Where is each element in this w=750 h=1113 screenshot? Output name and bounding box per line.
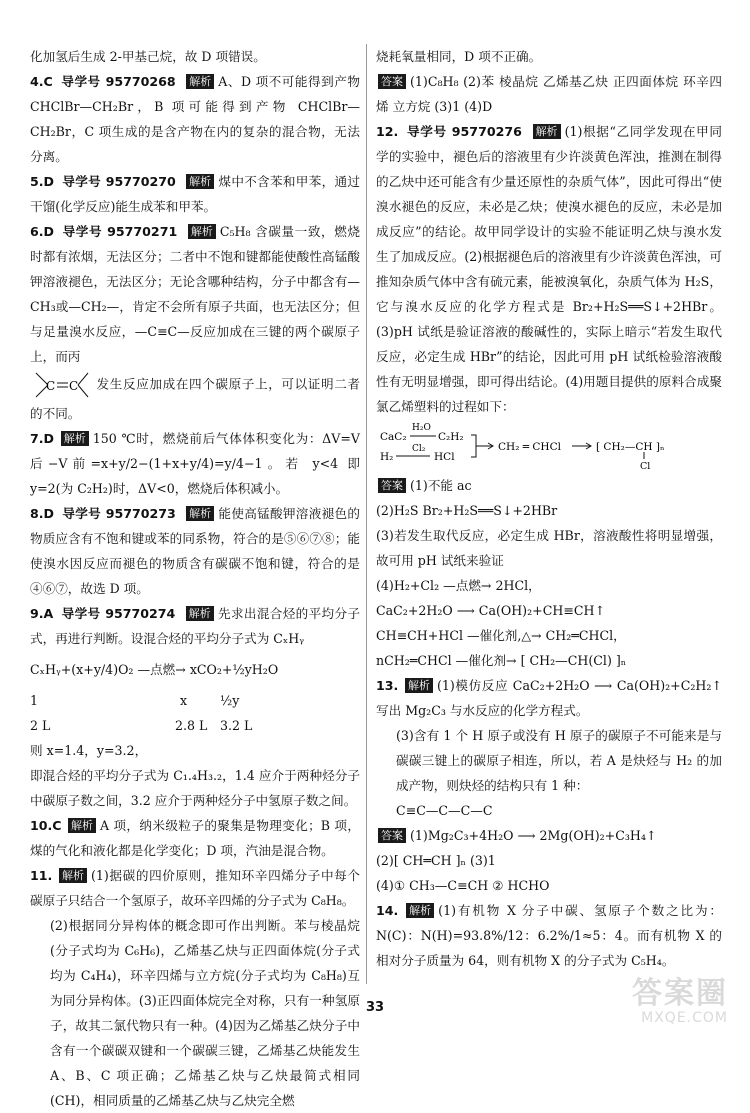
analysis-text: 先求出混合烃的平均分子式，再进行判断。设混合烃的平均分子式为 CₓHᵧ (30, 606, 360, 646)
guide-number: 导学号 95770274 (61, 606, 176, 621)
text-line: (3)含有 1 个 H 原子或没有 H 原子的碳原子不可能来是与碳碳三键上的碳原子相连，所以，若 A 是炔烃与 H₂ 的加成产物，则炔烃的结构只有 1 种： (396, 728, 722, 793)
analysis-text: 能使高锰酸钾溶液褪色的物质应含有不饱和键或苯的同系物，符合的是⑤⑥⑦⑧；能使溴水因反应而褪色的物质含有碳碳不饱和键，符合的是④⑥⑦，故选 D 项。 (30, 506, 360, 596)
text-line: (4)H₂+Cl₂ —点燃→ 2HCl， (376, 578, 541, 593)
scheme-label: CaC₂ (380, 431, 407, 443)
question-number: 5.D (30, 174, 55, 189)
watermark-logo (632, 978, 728, 1026)
question-11 (30, 863, 360, 913)
text-line: 烧耗氧量相同，D 项不正确。 (376, 49, 542, 64)
right-column (376, 44, 722, 973)
question-number: 11. (30, 868, 53, 883)
text-line: 化加氢后生成 2-甲基己烷，故 D 项错误。 (30, 49, 266, 64)
scheme-label: Cl₂ (412, 444, 426, 454)
question-5 (30, 169, 360, 219)
question-number: 10.C (30, 818, 62, 833)
question-number: 4.C (30, 74, 53, 89)
synthesis-scheme (376, 421, 716, 471)
answer-tag: 答案 (378, 74, 406, 89)
question-9 (30, 601, 360, 651)
question-6 (30, 219, 360, 369)
question-number: 7.D (30, 431, 55, 446)
ratio-value: x (180, 693, 188, 708)
text-line: (2)根据同分异构体的概念即可作出判断。苯与棱晶烷(分子式均为 C₆H₆)，乙烯基乙炔与正四面体烷(分子式均为 C₄H₄)，环辛四烯与立方烷(分子式均为 C₈H₈)互为同分异构体。(3)正四面体烷完全对称，只有一种氢原子，故其二氯代物只有一种。(4)因为乙烯基乙炔分子中含有一个碳碳双键和一个碳碳三键，乙烯基乙炔能发生 A、B、C 项正确；乙烯基乙炔与乙炔最简式相同(CH)，相同质量的乙烯基乙炔与乙炔完全燃 (50, 918, 360, 1108)
column-divider (366, 44, 367, 984)
analysis-text: A、D 项不可能得到产物 CHClBr—CH₂Br，B 项可能得到产物 CHClBr—CH₂Br，C 项生成的是含产物在内的复杂的混合物，无法分离。 (30, 74, 360, 164)
svg-text:C: C (46, 379, 56, 393)
scheme-label: C₂H₂ (438, 431, 464, 443)
analysis-tag: 解析 (406, 903, 434, 918)
analysis-text: (1)有机物 X 分子中碳、氢原子个数之比为：N(C)：N(H)=93.8%/12：6.2%/1≈5：4。而有机物 X 的相对分子质量为 64，则有机物 X 的分子式为 C₅H₄。 (376, 903, 722, 968)
text-line: nCH₂═CHCl —催化剂→ [ CH₂—CH(Cl) ]ₙ (376, 653, 627, 668)
analysis-text: C₅H₈ 含碳量一致，燃烧时都有浓烟，无法区分；二者中不饱和键都能使酸性高锰酸钾溶液褪色，无法区分；无论含哪种结构，分子中都含有—CH₃或—CH₂—，肯定不会所有原子共面，也无法区分；但与足量溴水反应，—C≡C—反应加成在三键的两个碳原子上，而丙 (30, 224, 360, 364)
guide-number: 导学号 95770268 (61, 74, 176, 89)
analysis-text: (1)模仿反应 CaC₂+2H₂O ⟶ Ca(OH)₂+C₂H₂↑ 写出 Mg₂C₃ 与水反应的化学方程式。 (376, 678, 722, 718)
analysis-tag: 解析 (188, 224, 216, 239)
question-10 (30, 813, 360, 863)
analysis-text: 150 ℃时，燃烧前后气体体积变化为：ΔV=V后−V前=x+y/2−(1+x+y/4)=y/4−1。若 y<4 即 y=2(为 C₂H₂)时，ΔV<0，燃烧后体积减小。 (30, 431, 360, 496)
question-number: 13. (376, 678, 399, 693)
analysis-text: 煤中不含苯和甲苯，通过干馏(化学反应)能生成苯和甲苯。 (30, 174, 360, 214)
question-14 (376, 898, 722, 973)
question-number: 8.D (30, 506, 55, 521)
analysis-tag: 解析 (186, 506, 214, 521)
analysis-tag: 解析 (68, 818, 96, 833)
scheme-label: HCl (434, 451, 455, 463)
text-line: (2)[ CH═CH ]ₙ (3)1 (376, 853, 496, 868)
text-line: 即混合烃的平均分子式为 C₁.₄H₃.₂，1.4 应介于两种烃分子中碳原子数之间，3.2 应介于两种烃分子中氢原子数之间。 (30, 768, 360, 808)
ratio-value: 1 (30, 693, 39, 708)
text-line: CaC₂+2H₂O ⟶ Ca(OH)₂+CH≡CH↑ (376, 603, 606, 618)
analysis-text: A 项，纳米级粒子的聚集是物理变化；B 项，煤的气化和液化都是化学变化；D 项，汽油是混合物。 (30, 818, 360, 858)
question-7 (30, 426, 360, 501)
ratio-value: ½y (220, 693, 240, 708)
question-13 (376, 673, 722, 723)
allene-structure-icon (30, 369, 90, 401)
ratio-row-1 (30, 688, 360, 713)
watermark-url: MXQE.COM (641, 1010, 728, 1026)
analysis-tag: 解析 (533, 124, 561, 139)
question-number: 12. (376, 124, 399, 139)
guide-number: 导学号 95770271 (62, 224, 178, 239)
analysis-text: 发生反应加成在四个碳原子上，可以证明二者的不同。 (30, 376, 360, 421)
scheme-label: [ CH₂—CH ]ₙ (596, 441, 665, 453)
guide-number: 导学号 95770276 (406, 124, 522, 139)
ratio-value: 3.2 L (220, 718, 253, 733)
analysis-tag: 解析 (186, 606, 214, 621)
analysis-tag: 解析 (405, 678, 433, 693)
ratio-value: 2 L (30, 718, 51, 733)
question-number: 9.A (30, 606, 54, 621)
text-line: 则 x=1.4，y=3.2， (30, 743, 148, 758)
analysis-tag: 解析 (59, 868, 87, 883)
answer-12 (376, 473, 722, 498)
analysis-tag: 解析 (61, 431, 89, 446)
analysis-tag: 解析 (186, 74, 214, 89)
svg-text:C: C (69, 379, 79, 393)
question-6-cont (30, 369, 360, 426)
question-4 (30, 69, 360, 169)
question-number: 14. (376, 903, 399, 918)
guide-number: 导学号 95770270 (62, 174, 176, 189)
guide-number: 导学号 95770273 (62, 506, 176, 521)
answer-tag: 答案 (378, 828, 406, 843)
analysis-text: (1)根据“乙同学发现在甲同学的实验中，褪色后的溶液里有少许淡黄色浑浊，推测在制得的乙炔中还可能含有少量还原性的杂质气体”，因此可得出“使溴水褪色的反应，未必是乙炔；使溴水褪色的反应，未必是加成反应”的结论。故甲同学设计的实验不能证明乙炔与溴水发生了加成反应。(2)根据褪色后的溶液里有少许淡黄色浑浊，可推知杂质气体中含有硫元素，能被溴氧化，杂质气体为 H₂S，它与溴水反应的化学方程式是 Br₂+H₂S══S↓+2HBr。(3)pH 试纸是验证溶液的酸碱性的，实际上暗示“若发生取代反应，必定生成 HBr”的结论，因此可用 pH 试纸检验溶液酸性有无明显增强，即可得出结论。(4)用题目提供的原料合成聚氯乙烯塑料的过程如下： (376, 124, 722, 414)
analysis-tag: 解析 (186, 174, 214, 189)
text-line: (2)H₂S Br₂+H₂S══S↓+2HBr (376, 503, 558, 518)
question-8 (30, 501, 360, 601)
question-number: 6.D (30, 224, 55, 239)
left-column (30, 44, 360, 1113)
answer-text: (1)Mg₂C₃+4H₂O ⟶ 2Mg(OH)₂+C₃H₄↑ (410, 828, 657, 843)
answer-text: (1)不能 ac (410, 478, 472, 493)
scheme-label: H₂ (380, 451, 394, 463)
combustion-equation: CₓHᵧ+(x+y/4)O₂ —点燃→ xCO₂+½yH₂O (30, 662, 279, 677)
scheme-label: H₂O (412, 423, 431, 433)
scheme-label: Cl (640, 461, 651, 471)
question-12 (376, 119, 722, 419)
text-line: CH≡CH+HCl —催化剂,△→ CH₂═CHCl， (376, 628, 626, 643)
watermark-text: 答案圈 (632, 976, 728, 1011)
alkyne-structure: C≡C—C—C—C (396, 803, 493, 818)
answer-13 (376, 823, 722, 848)
text-line: (3)若发生取代反应，必定生成 HBr，溶液酸性将明显增强，故可用 pH 试纸来验证 (376, 528, 722, 568)
scheme-label: CH₂ ═ CHCl (498, 441, 561, 453)
answer-text: (1)C₈H₈ (2)苯 棱晶烷 乙烯基乙炔 正四面体烷 环辛四烯 立方烷 (3)1 (4)D (376, 74, 722, 114)
ratio-value: 2.8 L (175, 718, 208, 733)
answer-tag: 答案 (378, 478, 406, 493)
text-line: (4)① CH₃—C≡CH ② HCHO (376, 878, 550, 893)
page-number: 33 (365, 1000, 385, 1015)
answer-11 (376, 69, 722, 119)
analysis-text: (1)据碳的四价原则，推知环辛四烯分子中每个碳原子只结合一个氢原子，故环辛四烯的分子式为 C₈H₈。 (30, 868, 360, 908)
ratio-row-2 (30, 713, 360, 738)
